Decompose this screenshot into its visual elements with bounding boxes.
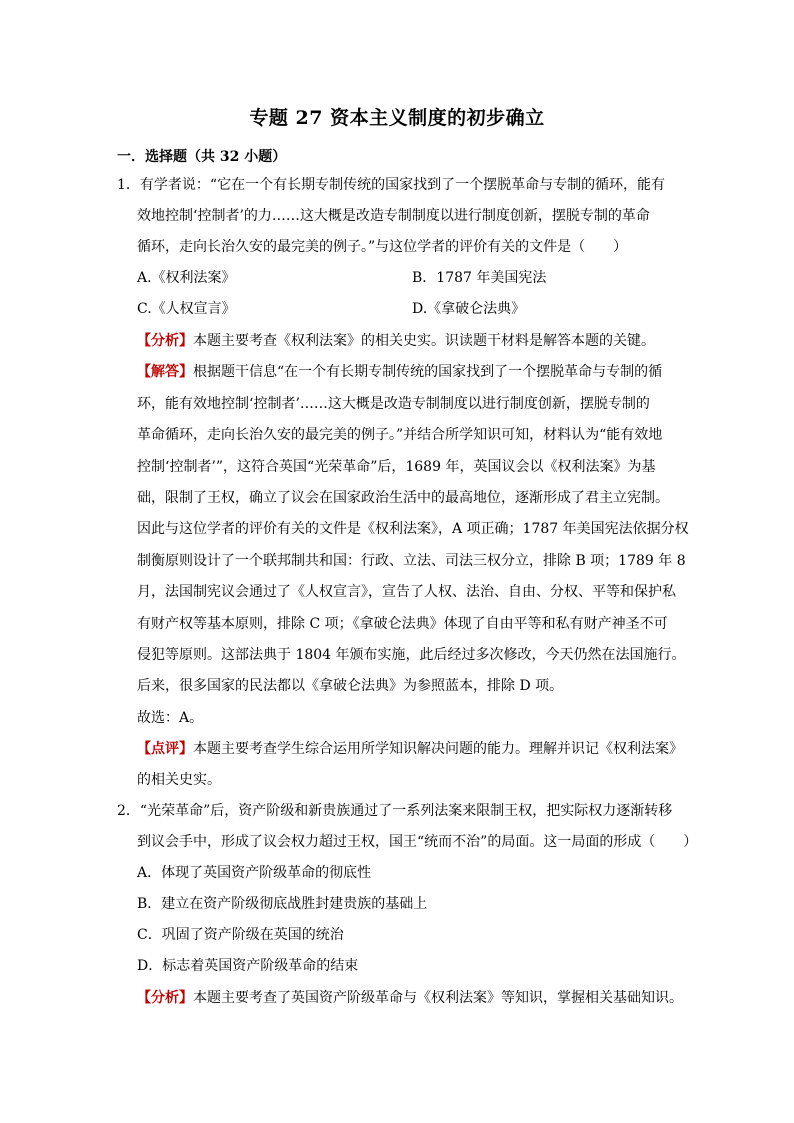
q1-stem-line: 循环，走向长治久安的最完美的例子。”与这位学者的评价有关的文件是（ ） bbox=[137, 239, 628, 255]
analysis-tag: 【分析】 bbox=[137, 333, 193, 349]
q1-comment-line: 的相关史实。 bbox=[137, 772, 221, 788]
q1-analysis bbox=[137, 331, 655, 351]
q1-answer-line: 础，限制了王权，确立了议会在国家政治生活中的最高地位，逐渐形成了君主立宪制。 bbox=[137, 490, 669, 506]
q1-option-d: D.《拿破仑法典》 bbox=[412, 301, 526, 317]
q1-comment-line bbox=[137, 739, 683, 759]
q1-choice: 故选：A。 bbox=[137, 710, 204, 726]
analysis-text: 本题主要考查《权利法案》的相关史实。识读题干材料是解答本题的关键。 bbox=[193, 333, 655, 349]
comment-text: 本题主要考查学生综合运用所学知识解决问题的能力。理解并识记《权利法案》 bbox=[193, 741, 683, 757]
q2-stem-line: 到议会手中，形成了议会权力超过王权，国王“统而不治”的局面。这一局面的形成（ ） bbox=[137, 834, 698, 850]
analysis-tag: 【分析】 bbox=[137, 990, 193, 1006]
q1-answer-line: 侵犯等原则。这部法典于 1804 年颁布实施，此后经过多次修改，今天仍然在法国施行。 bbox=[137, 647, 686, 663]
q2-option-a: A．体现了英国资产阶级革命的彻底性 bbox=[137, 865, 372, 881]
q1-answer-line bbox=[137, 362, 662, 382]
q2-option-c: C．巩固了资产阶级在英国的统治 bbox=[137, 927, 344, 943]
q1-answer-line: 革命循环，走向长治久安的最完美的例子。”并结合所学知识可知，材料认为“能有效地 bbox=[137, 427, 663, 443]
q1-stem-line: 1．有学者说：“它在一个有长期专制传统的国家找到了一个摆脱革命与专制的循环，能有 bbox=[117, 177, 666, 193]
q1-option-c: C.《人权宣言》 bbox=[137, 301, 236, 317]
q1-answer-line: 有财产权等基本原则，排除 C 项；《拿破仑法典》体现了自由平等和私有财产神圣不可 bbox=[137, 616, 668, 632]
section-heading: 一．选择题（共 32 小题） bbox=[117, 149, 287, 165]
q2-analysis bbox=[137, 988, 683, 1008]
answer-text: 根据题干信息“在一个有长期专制传统的国家找到了一个摆脱革命与专制的循 bbox=[193, 364, 663, 380]
q1-stem-line: 效地控制‘控制者’的力……这大概是改造专制制度以进行制度创新，摆脱专制的革命 bbox=[137, 208, 650, 224]
q2-option-b: B．建立在资产阶级彻底战胜封建贵族的基础上 bbox=[137, 896, 428, 912]
q1-answer-line: 制衡原则设计了一个联邦制共和国：行政、立法、司法三权分立，排除 B 项；1789 年 8 bbox=[137, 553, 686, 569]
page-title: 专题 27 资本主义制度的初步确立 bbox=[249, 107, 545, 129]
comment-tag: 【点评】 bbox=[137, 741, 193, 757]
analysis-text: 本题主要考查了英国资产阶级革命与《权利法案》等知识，掌握相关基础知识。 bbox=[193, 990, 683, 1006]
q1-option-a: A.《权利法案》 bbox=[137, 270, 236, 286]
q1-answer-line: 因此与这位学者的评价有关的文件是《权利法案》，A 项正确；1787 年美国宪法依据分权 bbox=[137, 521, 689, 537]
q2-option-d: D．标志着英国资产阶级革命的结束 bbox=[137, 958, 359, 974]
q1-answer-line: 后来，很多国家的民法都以《拿破仑法典》为参照蓝本，排除 D 项。 bbox=[137, 678, 564, 694]
q1-answer-line: 月，法国制宪议会通过了《人权宣言》，宣告了人权、法治、自由、分权、平等和保护私 bbox=[137, 584, 676, 600]
q1-answer-line: 环，能有效地控制‘控制者’……这大概是改造专制制度以进行制度创新，摆脱专制的 bbox=[137, 396, 650, 412]
q1-option-b: B．1787 年美国宪法 bbox=[412, 270, 547, 286]
q2-stem-line: 2．“光荣革命”后，资产阶级和新贵族通过了一系列法案来限制王权，把实际权力逐渐转移 bbox=[117, 803, 673, 819]
answer-tag: 【解答】 bbox=[137, 364, 193, 380]
q1-answer-line: 控制‘控制者’”，这符合英国“光荣革命”后，1689 年，英国议会以《权利法案》为基 bbox=[137, 459, 656, 475]
